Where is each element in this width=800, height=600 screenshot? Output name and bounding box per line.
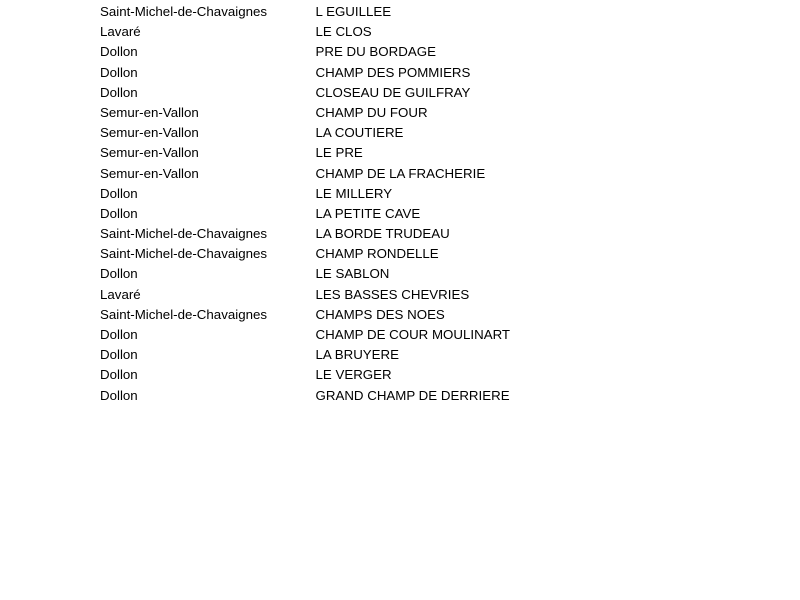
lieu-cell: CHAMP DES POMMIERS [315,64,471,80]
lieu-cell: CHAMP DE COUR MOULINART [315,327,511,342]
lieu-cell: LA PETITE CAVE [315,205,421,221]
table-row [100,244,620,264]
lieu-cell: GRAND CHAMP DE DERRIERE [315,387,510,403]
table-row [100,143,620,163]
table-row [100,22,620,42]
table-row [100,164,620,184]
lieu-cell: L EGUILLEE [315,4,392,19]
table-row [100,285,620,305]
commune-cell: Saint-Michel-de-Chavaignes [100,4,268,19]
lieu-cell: CHAMP RONDELLE [315,246,439,262]
lieu-cell: LE MILLERY [315,185,393,201]
table-row [100,305,620,325]
commune-cell: Dollon [100,64,138,80]
lieu-cell: CHAMPS DES NOES [315,306,445,322]
table-row [100,264,620,284]
table-row [100,345,620,365]
lieu-cell: LA COUTIERE [315,125,404,141]
table-row [100,224,620,244]
commune-cell: Semur-en-Vallon [100,165,199,181]
lieu-cell: LA BORDE TRUDEAU [315,226,450,242]
table-row [100,83,620,103]
table-row [100,184,620,204]
commune-cell: Semur-en-Vallon [100,125,199,141]
table-row [100,386,620,406]
lieu-cell: LE CLOS [315,24,372,40]
commune-cell: Semur-en-Vallon [100,145,199,161]
commune-cell: Dollon [100,347,138,363]
table-row [100,365,620,385]
commune-cell: Dollon [100,387,138,403]
commune-cell: Lavaré [100,24,141,40]
commune-cell: Dollon [100,84,138,100]
lieu-cell: CLOSEAU DE GUILFRAY [315,84,471,100]
lieu-cell: CHAMP DE LA FRACHERIE [315,165,486,181]
lieu-cell: LE SABLON [315,266,390,282]
commune-cell: Dollon [100,266,138,282]
table-row [100,123,620,143]
commune-cell: Dollon [100,367,138,383]
commune-cell: Dollon [100,185,138,201]
table-row [100,63,620,83]
lieu-cell: PRE DU BORDAGE [315,44,436,60]
lieu-cell: LE VERGER [315,367,392,383]
commune-cell: Dollon [100,44,138,60]
commune-cell: Saint-Michel-de-Chavaignes [100,306,268,322]
table-row [100,2,620,22]
commune-cell: Semur-en-Vallon [100,104,199,120]
table-row [100,103,620,123]
table-row [100,325,620,345]
commune-cell: Dollon [100,327,138,342]
commune-cell: Saint-Michel-de-Chavaignes [100,226,268,242]
commune-lieu-table [100,2,620,406]
lieu-cell: LES BASSES CHEVRIES [315,286,470,302]
lieu-cell: CHAMP DU FOUR [315,104,428,120]
lieu-cell: LA BRUYERE [315,347,400,363]
table-row [100,42,620,62]
commune-cell: Saint-Michel-de-Chavaignes [100,246,268,262]
commune-cell: Lavaré [100,286,141,302]
lieu-cell: LE PRE [315,145,363,161]
table-row [100,204,620,224]
commune-cell: Dollon [100,205,138,221]
